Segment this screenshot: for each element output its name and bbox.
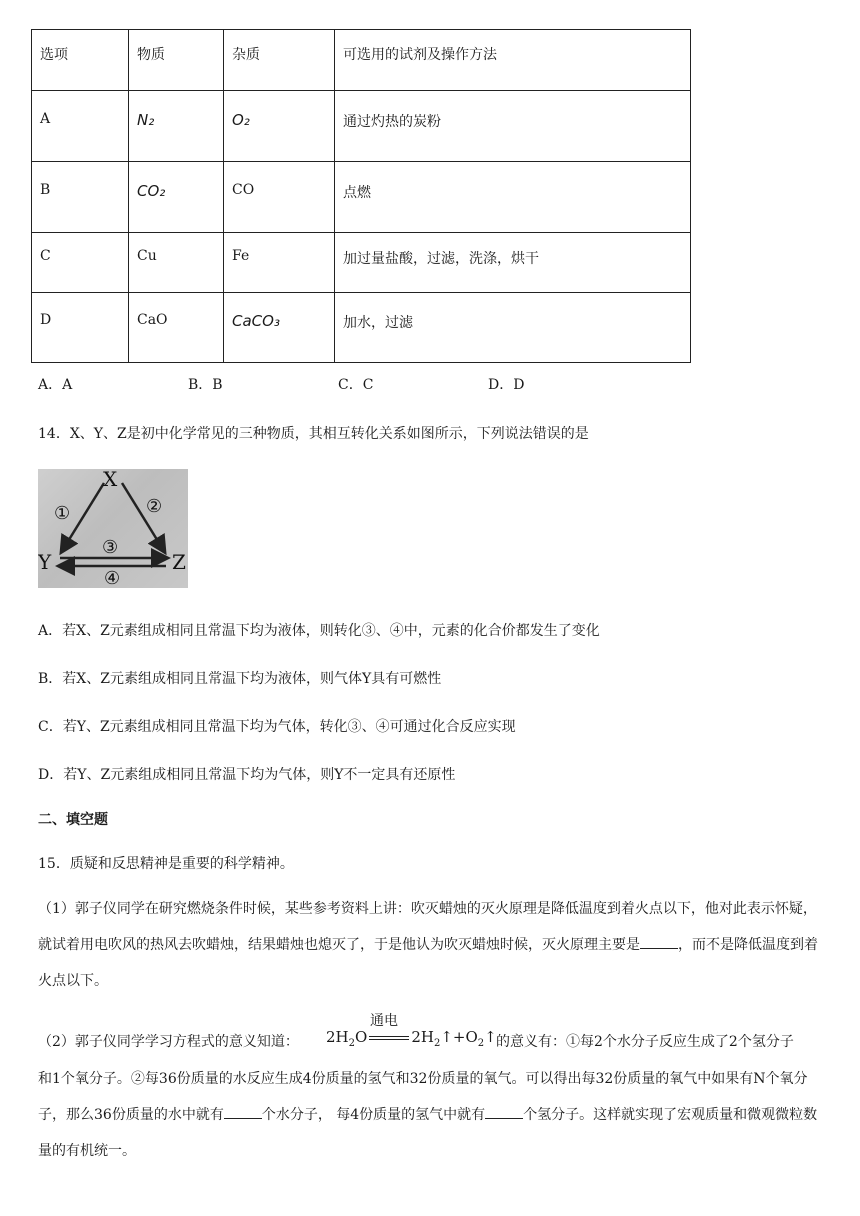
q14-option-a: A．若X、Z元素组成相同且常温下均为液体，则转化③、④中，元素的化合价都发生了变化 (38, 623, 600, 639)
label-z: Z (172, 550, 186, 574)
label-n4: ④ (104, 568, 121, 588)
equals-sign (369, 1036, 409, 1040)
conversion-diagram-photo (38, 469, 188, 588)
label-n2: ② (146, 496, 163, 517)
q14-option-c: C．若Y、Z元素组成相同且常温下均为气体，转化③、④可通过化合反应实现 (38, 719, 516, 735)
choice-a: A．A (38, 377, 73, 393)
label-n1: ① (54, 503, 71, 524)
q14-option-d: D．若Y、Z元素组成相同且常温下均为气体，则Y不一定具有还原性 (38, 767, 456, 783)
table-cell: 通过灼热的炭粉 (335, 91, 691, 162)
table-row (32, 162, 691, 233)
table-cell: O₂ (224, 91, 335, 162)
conversion-diagram (38, 469, 188, 588)
table-header-cell: 物质 (129, 30, 224, 91)
table-cell: Cu (129, 233, 224, 293)
electrolysis-equation: 通电 $2H_2O$ $2H_2↑+O_2↑$ (326, 1018, 497, 1039)
table-cell: 加水，过滤 (335, 293, 691, 363)
answer-blank-2[interactable] (224, 1104, 262, 1119)
answer-blank-1[interactable] (640, 934, 678, 949)
table-cell: CaO (129, 293, 224, 363)
equation-condition: 通电 (370, 1013, 398, 1029)
table-cell: A (32, 91, 129, 162)
label-n3: ③ (102, 537, 119, 558)
table-header-row (32, 30, 691, 91)
label-x: X (103, 469, 118, 491)
answer-blank-3[interactable] (485, 1104, 523, 1119)
table-cell: CO₂ (129, 162, 224, 233)
question-14-stem: 14．X、Y、Z是初中化学常见的三种物质，其相互转化关系如图所示，下列说法错误的是 (38, 426, 589, 442)
section-heading: 二、填空题 (38, 812, 108, 828)
table-cell: 点燃 (335, 162, 691, 233)
choice-c: C．C (338, 377, 374, 393)
table-row (32, 91, 691, 162)
choice-b: B．B (188, 377, 223, 393)
table-cell: Fe (224, 233, 335, 293)
table-cell: CaCO₃ (224, 293, 335, 363)
table-cell: 加过量盐酸，过滤，洗涤，烘干 (335, 233, 691, 293)
choice-d: D．D (488, 377, 525, 393)
q15-part-2-lead: （2）郭子仪同学学习方程式的意义知道： (38, 1034, 299, 1050)
table-row (32, 233, 691, 293)
table-row (32, 293, 691, 363)
table-header-cell: 选项 (32, 30, 129, 91)
question-15-part-2: 和1个氧分子。②每36份质量的水反应生成4份质量的氢气和32份质量的氧气。可以得出每32份质量的氧气中如果有N个氧分子，那么36份质量的水中就有 个水分子， 每4份质量的氢气中就有 个氢分子。这样就实现了宏观质量和微观微粒数量的有机统一。 (38, 1071, 818, 1159)
table-header-cell: 杂质 (224, 30, 335, 91)
options-table (31, 29, 691, 363)
q15-part-2-tail: 的意义有：①每2个水分子反应生成了2个氢分子 (496, 1034, 794, 1050)
arrow-2 (122, 483, 164, 551)
table-cell: B (32, 162, 129, 233)
table-cell: CO (224, 162, 335, 233)
q14-option-b: B．若X、Z元素组成相同且常温下均为液体，则气体Y具有可燃性 (38, 671, 442, 687)
table-cell: D (32, 293, 129, 363)
question-15-part-1: （1）郭子仪同学在研究燃烧条件时候，某些参考资料上讲：吹灭蜡烛的灭火原理是降低温度到着火点以下，他对此表示怀疑，就试着用电吹风的热风去吹蜡烛，结果蜡烛也熄灭了，于是他认为吹灭蜡烛时候，灭火原理主要是 ，而不是降低温度到着火点以下。 (38, 901, 818, 989)
table-cell: N₂ (129, 91, 224, 162)
question-15-stem: 15．质疑和反思精神是重要的科学精神。 (38, 856, 294, 872)
label-y: Y (38, 550, 52, 574)
table-header-cell: 可选用的试剂及操作方法 (335, 30, 691, 91)
table-cell: C (32, 233, 129, 293)
